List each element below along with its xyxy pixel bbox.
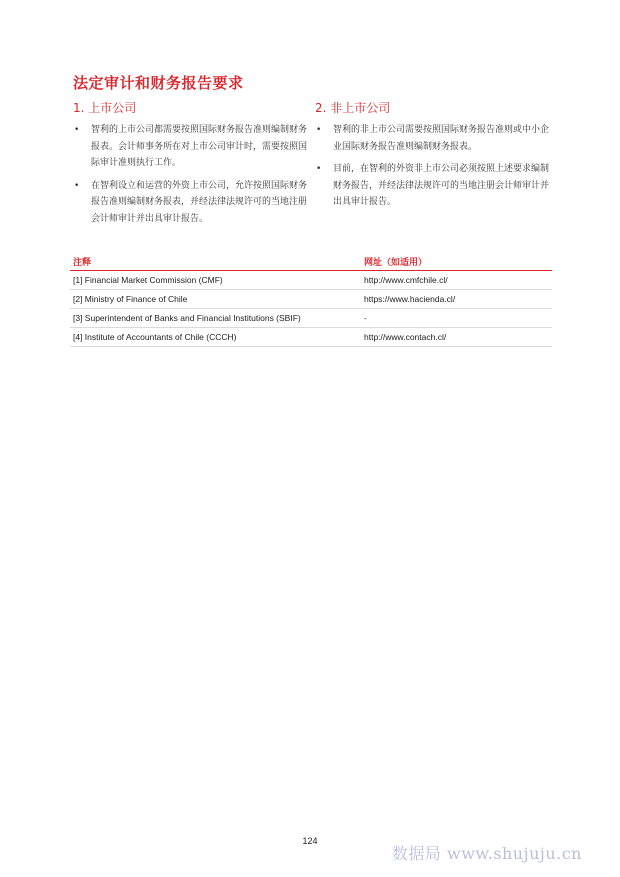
list-item xyxy=(73,122,313,172)
listed-bullet-list xyxy=(73,122,313,227)
list-item xyxy=(315,122,555,155)
notes-table xyxy=(70,252,552,347)
column-header-notes: 注释 xyxy=(70,252,361,271)
watermark: 数据局 www.shujuju.cn xyxy=(391,844,582,863)
page-title: 法定审计和财务报告要求 xyxy=(73,74,244,92)
list-item xyxy=(315,161,555,211)
url-link[interactable]: http://www.cmfchile.cl/ xyxy=(361,271,552,290)
bullet-icon: • xyxy=(316,164,322,174)
bullet-text: 目前，在智利的外资非上市公司必须按照上述要求编制财务报告，并经法律法规许可的当地注册会计师审计并出具审计报告。 xyxy=(333,164,550,207)
table-header-row xyxy=(70,252,552,271)
section-heading-unlisted: 2. 非上市公司 xyxy=(315,101,391,115)
bullet-text: 在智利设立和运营的外资上市公司，允许按照国际财务报告准则编制财务报表，并经法律法规许可的当地注册会计师审计并出具审计报告。 xyxy=(91,180,308,224)
bullet-text: 智利的非上市公司需要按照国际财务报告准则或中小企业国际财务报告准则编制财务报表。 xyxy=(333,125,550,152)
note-cell: [1] Financial Market Commission (CMF) xyxy=(70,271,361,290)
table-row xyxy=(70,271,552,290)
bullet-text: 智利的上市公司都需要按照国际财务报告准则编制财务报表。会计师事务所在对上市公司审计时，需要按照国际审计准则执行工作。 xyxy=(91,125,308,168)
table-row xyxy=(70,290,552,309)
list-item xyxy=(73,178,313,228)
url-link[interactable]: http://www.contach.cl/ xyxy=(361,328,552,347)
note-cell: [3] Superintendent of Banks and Financial Institutions (SBIF) xyxy=(70,309,361,328)
url-link[interactable]: https://www.hacienda.cl/ xyxy=(361,290,552,309)
note-cell: [2] Ministry of Finance of Chile xyxy=(70,290,361,309)
listed-companies-section xyxy=(73,100,313,233)
table-row xyxy=(70,309,552,328)
bullet-icon: • xyxy=(316,125,322,135)
bullet-icon: • xyxy=(74,180,80,191)
page-number: 124 xyxy=(302,836,318,846)
unlisted-companies-section xyxy=(315,100,555,217)
section-heading-listed: 1. 上市公司 xyxy=(73,101,137,115)
bullet-icon: • xyxy=(74,125,80,135)
unlisted-bullet-list xyxy=(315,122,555,211)
note-cell: [4] Institute of Accountants of Chile (CCCH) xyxy=(70,328,361,347)
url-cell: - xyxy=(361,309,552,328)
column-header-url: 网址（如适用） xyxy=(361,252,552,271)
table-row xyxy=(70,328,552,347)
